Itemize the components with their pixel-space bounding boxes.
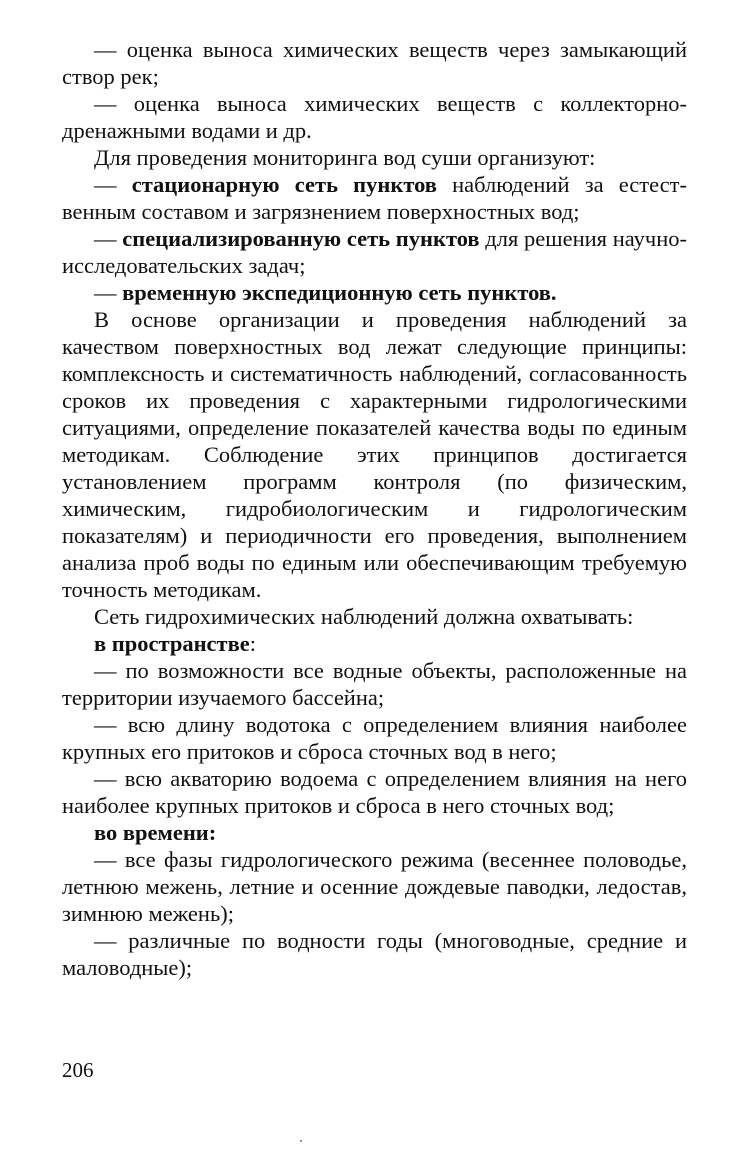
paragraph-text: В основе организации и проведения наблюдений за качеством поверхностных вод лежат следующие принципы: комплексность и систематичность наблюдений, согласованность сроков их проведения с характерными гидрологическими ситуациями, определение показателей качества воды по единым методикам. Соблюдение этих принципов достигается установлением программ контроля (по физическим, химическим, гидробиологическим и гидрологическим показателям) и периодичности его проведения, выполнением анализа проб воды по единым или обеспечивающим требуемую точность методикам. [62, 307, 687, 602]
bold-term: специализированную сеть пунктов [122, 226, 480, 251]
paragraph-3 [62, 144, 687, 171]
paragraph-text: — [94, 172, 132, 197]
bold-term: стационарную сеть пунктов [131, 172, 437, 197]
page-number: 206 [62, 1058, 94, 1082]
paragraph-6 [62, 279, 687, 306]
bold-term: временную экспедиционную сеть пунктов. [122, 280, 557, 305]
paragraph-1 [62, 36, 687, 90]
paragraph-text: — оценка выноса химических веществ через замыкающий створ рек; [62, 37, 687, 89]
paragraph-text: — по возможности все водные объекты, расположенные на территории изучаемого бассейна; [62, 658, 687, 710]
paragraph-12 [62, 765, 687, 819]
bold-heading: во времени: [94, 820, 217, 845]
paragraph-7 [62, 306, 687, 603]
paragraph-4 [62, 171, 687, 225]
bold-heading: в пространстве [94, 631, 250, 656]
paragraph-2 [62, 90, 687, 144]
paragraph-text: Сеть гидрохимических наблюдений должна охватывать: [94, 604, 634, 629]
paragraph-text: — всю длину водотока с определением влияния наиболее крупных его притоков и сброса сточных вод в него; [62, 712, 687, 764]
paragraph-8 [62, 603, 687, 630]
scan-speck [300, 1140, 302, 1142]
paragraph-11 [62, 711, 687, 765]
paragraph-5 [62, 225, 687, 279]
paragraph-text: — [94, 226, 123, 251]
paragraph-text: : [249, 631, 256, 656]
paragraph-text: Для проведения мониторинга вод суши организуют: [94, 145, 596, 170]
paragraph-text: для решения научно-исследовательских задач; [62, 226, 687, 278]
paragraph-13 [62, 819, 687, 846]
paragraph-14 [62, 846, 687, 927]
paragraph-text: — различные по водности годы (многоводные, средние и маловодные); [62, 928, 687, 980]
paragraph-text: — все фазы гидрологического режима (весеннее половодье, летнюю межень, летние и осенние дождевые паводки, ледостав, зимнюю межень); [62, 847, 687, 926]
page-body [62, 36, 687, 981]
paragraph-text: — всю акваторию водоема с определением влияния на него наиболее крупных притоков и сброса в него сточных вод; [62, 766, 687, 818]
paragraph-text: наблюдений за естественным составом и загрязнением поверхностных вод; [62, 172, 687, 224]
paragraph-text: — оценка выноса химических веществ с коллекторно-дренажными водами и др. [62, 91, 687, 143]
paragraph-9 [62, 630, 687, 657]
paragraph-text: — [94, 280, 123, 305]
paragraph-15 [62, 927, 687, 981]
paragraph-10 [62, 657, 687, 711]
